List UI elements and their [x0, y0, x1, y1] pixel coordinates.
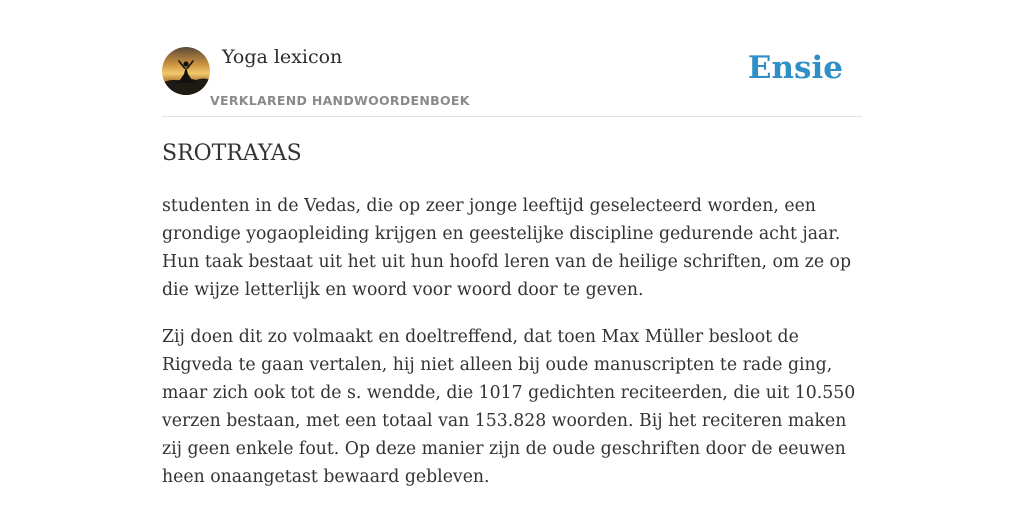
definition-paragraph: studenten in de Vedas, die op zeer jonge leeftijd geselecteerd worden, een grondige yogaopleiding krijgen en geestelijke discipline gedurende acht jaar. Hun taak bestaat uit het uit hun hoofd leren van de heilige schriften, om ze op die wijze letterlijk en woord voor woord door te geven.: [162, 196, 852, 300]
definition-paragraph: Zij doen dit zo volmaakt en doeltreffend, dat toen Max Müller besloot de Rigveda te gaan vertalen, hij niet alleen bij oude manuscripten te rade ging, maar zich ook tot de s. wendde, die 1017 gedichten reciteerden, die uit 10.550 verzen bestaan, met een totaal van 153.828 woorden. Bij het reciteren maken zij geen enkele fout. Op deze manier zijn de oude geschriften door de eeuwen heen onaangetast bewaard gebleven.: [162, 327, 856, 487]
meditation-silhouette-icon[interactable]: [162, 47, 210, 95]
entry-card: [162, 0, 862, 487]
lexicon-subtitle: VERKLAREND HANDWOORDENBOEK: [210, 93, 470, 108]
lexicon-title[interactable]: Yoga lexicon: [222, 46, 343, 68]
lexicon-header: [162, 0, 862, 117]
entry-headword: SROTRAYAS: [162, 141, 302, 166]
ensie-logo-link[interactable]: Ensie: [747, 50, 843, 86]
entry-definition: [162, 192, 862, 510]
